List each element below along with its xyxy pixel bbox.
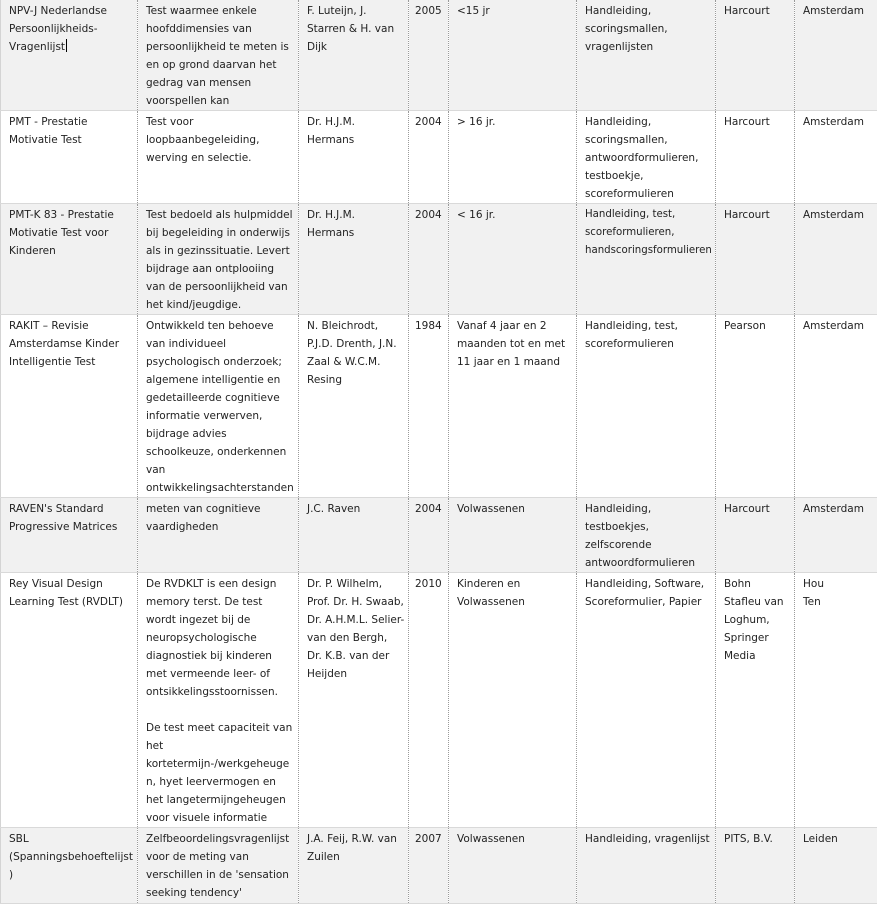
- age-cell[interactable]: Kinderen en Volwassenen: [449, 573, 577, 828]
- test-name-cell[interactable]: NPV-J Nederlandse Persoonlijkheids-Vragenlijst: [1, 0, 138, 111]
- publisher-cell[interactable]: PITS, B.V.: [716, 828, 795, 904]
- description-cell[interactable]: Test bedoeld als hulpmiddel bij begeleiding in onderwijs als in gezinssituatie. Levert bijdrage aan ontplooiing van de persoonlijkheid van het kind/jeugdige.: [138, 204, 299, 315]
- year-cell[interactable]: 2004: [409, 204, 449, 315]
- test-name-cell[interactable]: PMT-K 83 - Prestatie Motivatie Test voor Kinderen: [1, 204, 138, 315]
- age-cell[interactable]: Vanaf 4 jaar en 2 maanden tot en met 11 jaar en 1 maand: [449, 315, 577, 498]
- description-cell[interactable]: meten van cognitieve vaardigheden: [138, 498, 299, 573]
- publisher-cell[interactable]: Harcourt: [716, 0, 795, 111]
- authors-cell[interactable]: Dr. H.J.M. Hermans: [299, 204, 409, 315]
- test-name-cell[interactable]: RAKIT – Revisie Amsterdamse Kinder Intelligentie Test: [1, 315, 138, 498]
- materials-cell[interactable]: Handleiding, scoringsmallen, vragenlijsten: [577, 0, 716, 111]
- city-cell[interactable]: Amsterdam: [795, 315, 877, 498]
- table-row: [1, 828, 877, 904]
- publisher-cell[interactable]: Harcourt: [716, 111, 795, 204]
- description-paragraph: De test meet capaciteit van het kortetermijn-/werkgeheugen, hyet leervermogen en het langetermijngeheugen voor visuele informatie: [146, 719, 295, 827]
- table-row: [1, 204, 877, 315]
- table-row: [1, 573, 877, 828]
- table-row: [1, 315, 877, 498]
- age-cell[interactable]: > 16 jr.: [449, 111, 577, 204]
- city-cell[interactable]: Amsterdam: [795, 0, 877, 111]
- age-cell[interactable]: Volwassenen: [449, 498, 577, 573]
- table-row: [1, 0, 877, 111]
- table-row: [1, 111, 877, 204]
- publisher-cell[interactable]: Pearson: [716, 315, 795, 498]
- year-cell[interactable]: 2010: [409, 573, 449, 828]
- authors-cell[interactable]: N. Bleichrodt, P.J.D. Drenth, J.N. Zaal & W.C.M. Resing: [299, 315, 409, 498]
- table-row: [1, 498, 877, 573]
- authors-cell[interactable]: F. Luteijn, J. Starren & H. van Dijk: [299, 0, 409, 111]
- year-cell[interactable]: 2007: [409, 828, 449, 904]
- text-cursor: [66, 39, 67, 52]
- authors-cell[interactable]: Dr. H.J.M. Hermans: [299, 111, 409, 204]
- materials-cell[interactable]: Handleiding, scoringsmallen, antwoordformulieren, testboekje, scoreformulieren: [577, 111, 716, 204]
- year-cell[interactable]: 2005: [409, 0, 449, 111]
- publisher-cell[interactable]: Harcourt: [716, 498, 795, 573]
- materials-cell[interactable]: Handleiding, testboekjes, zelfscorende antwoordformulieren: [577, 498, 716, 573]
- year-cell[interactable]: 2004: [409, 111, 449, 204]
- city-cell[interactable]: Amsterdam: [795, 111, 877, 204]
- year-cell[interactable]: 1984: [409, 315, 449, 498]
- city-cell[interactable]: Leiden: [795, 828, 877, 904]
- authors-cell[interactable]: J.A. Feij, R.W. van Zuilen: [299, 828, 409, 904]
- authors-cell[interactable]: Dr. P. Wilhelm, Prof. Dr. H. Swaab, Dr. A.H.M.L. Selier-van den Bergh, Dr. K.B. van der Heijden: [299, 573, 409, 828]
- publisher-cell[interactable]: Harcourt: [716, 204, 795, 315]
- publisher-cell[interactable]: Bohn Stafleu van Loghum, Springer Media: [716, 573, 795, 828]
- description-paragraph: De RVDKLT is een design memory terst. De test wordt ingezet bij de neuropsychologische diagnostiek bij kinderen met vermeende leer- of ontsikkelingsstoornissen.: [146, 575, 295, 701]
- year-cell[interactable]: 2004: [409, 498, 449, 573]
- materials-cell[interactable]: Handleiding, vragenlijst: [577, 828, 716, 904]
- description-cell[interactable]: Zelfbeoordelingsvragenlijst voor de meting van verschillen in de 'sensation seeking tendency': [138, 828, 299, 904]
- city-cell[interactable]: Amsterdam: [795, 498, 877, 573]
- authors-cell[interactable]: J.C. Raven: [299, 498, 409, 573]
- description-cell[interactable]: Test waarmee enkele hoofddimensies van persoonlijkheid te meten is en op grond daarvan het gedrag van mensen voorspellen kan: [138, 0, 299, 111]
- age-cell[interactable]: < 16 jr.: [449, 204, 577, 315]
- test-name-cell[interactable]: Rey Visual Design Learning Test (RVDLT): [1, 573, 138, 828]
- age-cell[interactable]: Volwassenen: [449, 828, 577, 904]
- test-name-cell[interactable]: SBL (Spanningsbehoeftelijst): [1, 828, 138, 904]
- materials-cell[interactable]: Handleiding, test, scoreformulieren, handscoringsformulieren: [577, 204, 716, 315]
- description-cell[interactable]: [138, 573, 299, 828]
- description-cell[interactable]: Ontwikkeld ten behoeve van individueel psychologisch onderzoek; algemene intelligentie en gedetailleerde cognitieve informatie verwerven, bijdrage advies schoolkeuze, onderkennen van ontwikkelingsachterstanden: [138, 315, 299, 498]
- description-cell[interactable]: Test voor loopbaanbegeleiding, werving en selectie.: [138, 111, 299, 204]
- materials-cell[interactable]: Handleiding, test, scoreformulieren: [577, 315, 716, 498]
- city-cell[interactable]: Hou Ten: [795, 573, 877, 828]
- materials-cell[interactable]: Handleiding, Software, Scoreformulier, Papier: [577, 573, 716, 828]
- test-name-cell[interactable]: RAVEN's Standard Progressive Matrices: [1, 498, 138, 573]
- paragraph-gap: [146, 701, 295, 719]
- age-cell[interactable]: <15 jr: [449, 0, 577, 111]
- city-cell[interactable]: Amsterdam: [795, 204, 877, 315]
- test-name-cell[interactable]: PMT - Prestatie Motivatie Test: [1, 111, 138, 204]
